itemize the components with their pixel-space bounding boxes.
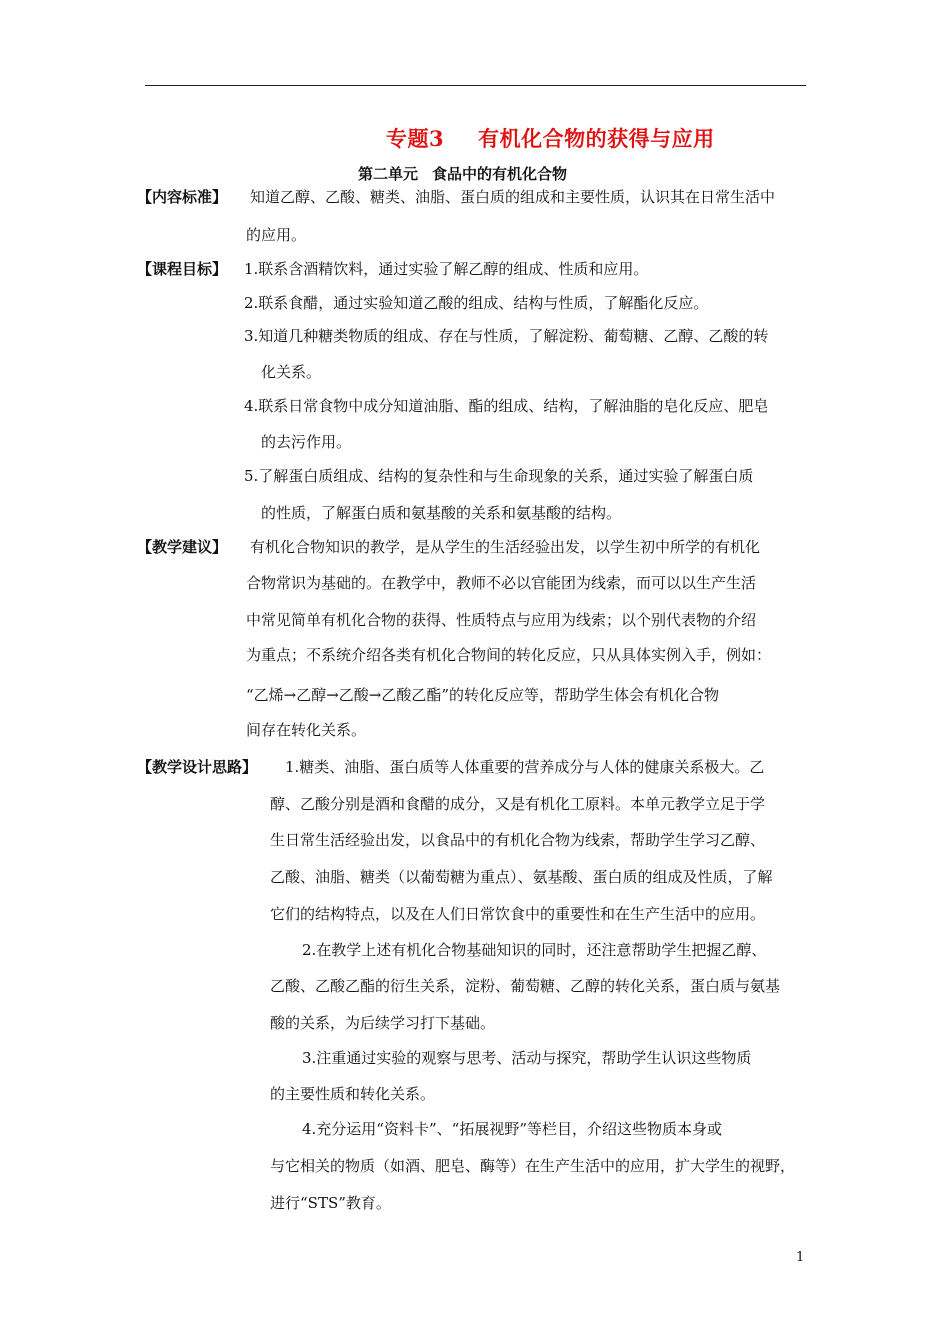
header-rule bbox=[145, 85, 806, 86]
course-goal-line: 4.联系日常食物中成分知道油脂、酯的组成、结构，了解油脂的皂化反应、肥皂 bbox=[244, 397, 769, 415]
course-goal-line: 1.联系含酒精饮料，通过实验了解乙醇的组成、性质和应用。 bbox=[244, 260, 649, 278]
teaching-suggestion-line: “乙烯→乙醇→乙酸→乙酸乙酯”的转化反应等，帮助学生体会有机化合物 bbox=[246, 686, 720, 704]
course-goal-line: 5.了解蛋白质组成、结构的复杂性和与生命现象的关系，通过实验了解蛋白质 bbox=[244, 467, 754, 485]
design-ideas-label: 【教学设计思路】 bbox=[137, 758, 258, 776]
design-idea-line: 2.在教学上述有机化合物基础知识的同时，还注意帮助学生把握乙醇、 bbox=[302, 941, 767, 959]
design-idea-line: 它们的结构特点，以及在人们日常饮食中的重要性和在生产生活中的应用。 bbox=[270, 905, 766, 923]
teaching-suggestion-line: 有机化合物知识的教学，是从学生的生活经验出发，以学生初中所学的有机化 bbox=[250, 538, 761, 556]
design-idea-line: 酸的关系，为后续学习打下基础。 bbox=[270, 1014, 496, 1032]
course-goal-line: 化关系。 bbox=[261, 363, 322, 381]
design-idea-line: 乙酸、乙酸乙酯的衍生关系，淀粉、葡萄糖、乙醇的转化关系，蛋白质与氨基 bbox=[270, 977, 781, 995]
content-standard-label: 【内容标准】 bbox=[137, 188, 228, 206]
design-idea-line: 乙酸、油脂、糖类（以葡萄糖为重点）、氨基酸、蛋白质的组成及性质，了解 bbox=[270, 868, 773, 886]
content-standard-line: 知道乙醇、乙酸、糖类、油脂、蛋白质的组成和主要性质，认识其在日常生活中 bbox=[250, 188, 776, 206]
design-idea-line: 与它相关的物质（如酒、肥皂、酶等）在生产生活中的应用，扩大学生的视野， bbox=[270, 1157, 796, 1175]
course-goal-line: 3.知道几种糖类物质的组成、存在与性质，了解淀粉、葡萄糖、乙醇、乙酸的转 bbox=[244, 327, 769, 345]
design-idea-line: 的主要性质和转化关系。 bbox=[270, 1085, 436, 1103]
teaching-suggestion-line: 合物常识为基础的。在教学中，教师不必以官能团为线索，而可以以生产生活 bbox=[246, 574, 757, 592]
page-title bbox=[386, 123, 715, 153]
design-idea-line: 生日常生活经验出发，以食品中的有机化合物为线索，帮助学生学习乙醇、 bbox=[270, 831, 766, 849]
course-goals-label: 【课程目标】 bbox=[137, 260, 228, 278]
design-idea-line: 醇、乙酸分别是酒和食醋的成分，又是有机化工原料。本单元教学立足于学 bbox=[270, 795, 766, 813]
teaching-suggestions-label: 【教学建议】 bbox=[137, 538, 228, 556]
course-goal-line: 2.联系食醋，通过实验知道乙酸的组成、结构与性质，了解酯化反应。 bbox=[244, 294, 709, 312]
unit-name: 食品中的有机化合物 bbox=[432, 165, 568, 183]
topic-number: 专题3 bbox=[386, 126, 445, 151]
design-idea-line: 1.糖类、油脂、蛋白质等人体重要的营养成分与人体的健康关系极大。乙 bbox=[285, 758, 765, 776]
page-number: 1 bbox=[796, 1250, 805, 1265]
unit-number: 第二单元 bbox=[358, 165, 419, 183]
teaching-suggestion-line: 中常见简单有机化合物的获得、性质特点与应用为线索；以个别代表物的介绍 bbox=[246, 611, 757, 629]
course-goal-line: 的去污作用。 bbox=[261, 433, 352, 451]
unit-subtitle bbox=[358, 163, 567, 184]
content-standard-line: 的应用。 bbox=[246, 226, 307, 244]
design-idea-line: 进行“STS”教育。 bbox=[270, 1194, 391, 1212]
teaching-suggestion-line: 间存在转化关系。 bbox=[246, 721, 367, 739]
design-idea-line: 4.充分运用“资料卡”、“拓展视野”等栏目，介绍这些物质本身或 bbox=[302, 1120, 722, 1138]
teaching-suggestion-line: 为重点；不系统介绍各类有机化合物间的转化反应，只从具体实例入手，例如： bbox=[246, 646, 772, 664]
design-idea-line: 3.注重通过实验的观察与思考、活动与探究，帮助学生认识这些物质 bbox=[302, 1049, 752, 1067]
course-goal-line: 的性质，了解蛋白质和氨基酸的关系和氨基酸的结构。 bbox=[261, 504, 622, 522]
topic-name: 有机化合物的获得与应用 bbox=[478, 126, 715, 151]
